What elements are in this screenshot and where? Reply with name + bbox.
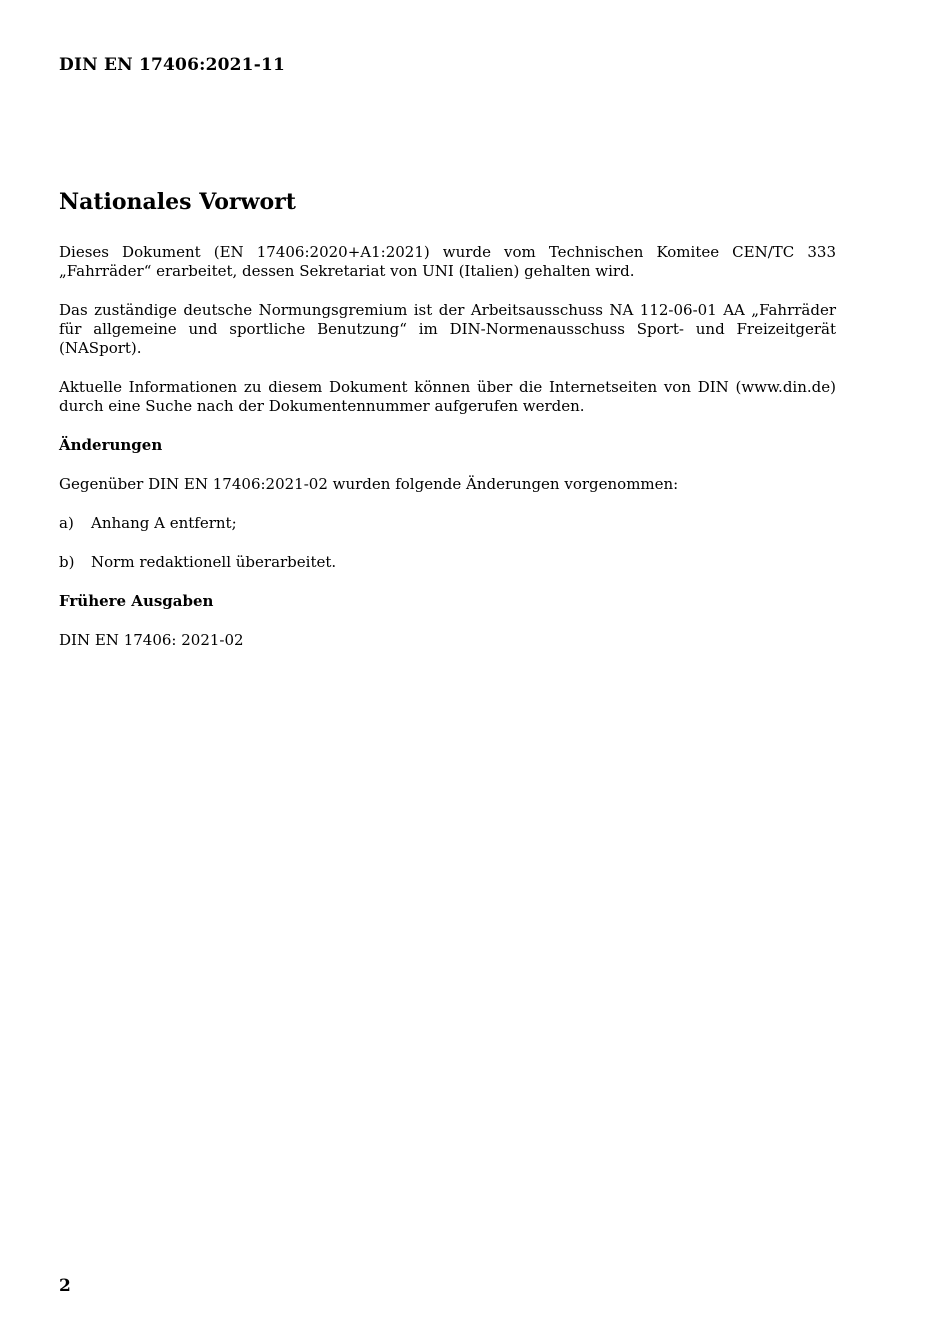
list-item — [59, 514, 836, 533]
paragraph-standards-body: Das zuständige deutsche Normungsgremium ist der Arbeitsausschuss NA 112-06-01 AA „Fahrräder für allgemeine und sportliche Benutzung“ im DIN-Normenausschuss Sport- und Freizeitgerät (NASport). — [59, 301, 836, 357]
list-marker: a) — [59, 514, 74, 532]
list-item-text: Anhang A entfernt; — [91, 514, 237, 532]
changes-intro: Gegenüber DIN EN 17406:2021-02 wurden folgende Änderungen vorgenommen: — [59, 475, 679, 493]
list-item — [59, 553, 836, 572]
previous-editions-heading: Frühere Ausgaben — [59, 592, 214, 610]
page-content — [59, 187, 836, 670]
changes-list — [59, 514, 836, 572]
paragraph-committee: Dieses Dokument (EN 17406:2020+A1:2021) wurde vom Technischen Komitee CEN/TC 333 „Fahrräder“ erarbeitet, dessen Sekretariat von UNI (Italien) gehalten wird. — [59, 243, 836, 280]
section-title: Nationales Vorwort — [59, 189, 296, 215]
previous-editions-text: DIN EN 17406: 2021-02 — [59, 631, 244, 649]
document-reference-header: DIN EN 17406:2021-11 — [59, 55, 286, 75]
list-item-text: Norm redaktionell überarbeitet. — [91, 553, 337, 571]
list-marker: b) — [59, 553, 75, 571]
page-number: 2 — [59, 1276, 71, 1296]
changes-heading: Änderungen — [59, 436, 163, 454]
paragraph-current-info: Aktuelle Informationen zu diesem Dokument können über die Internetseiten von DIN (www.din.de) durch eine Suche nach der Dokumentennummer aufgerufen werden. — [59, 378, 836, 415]
